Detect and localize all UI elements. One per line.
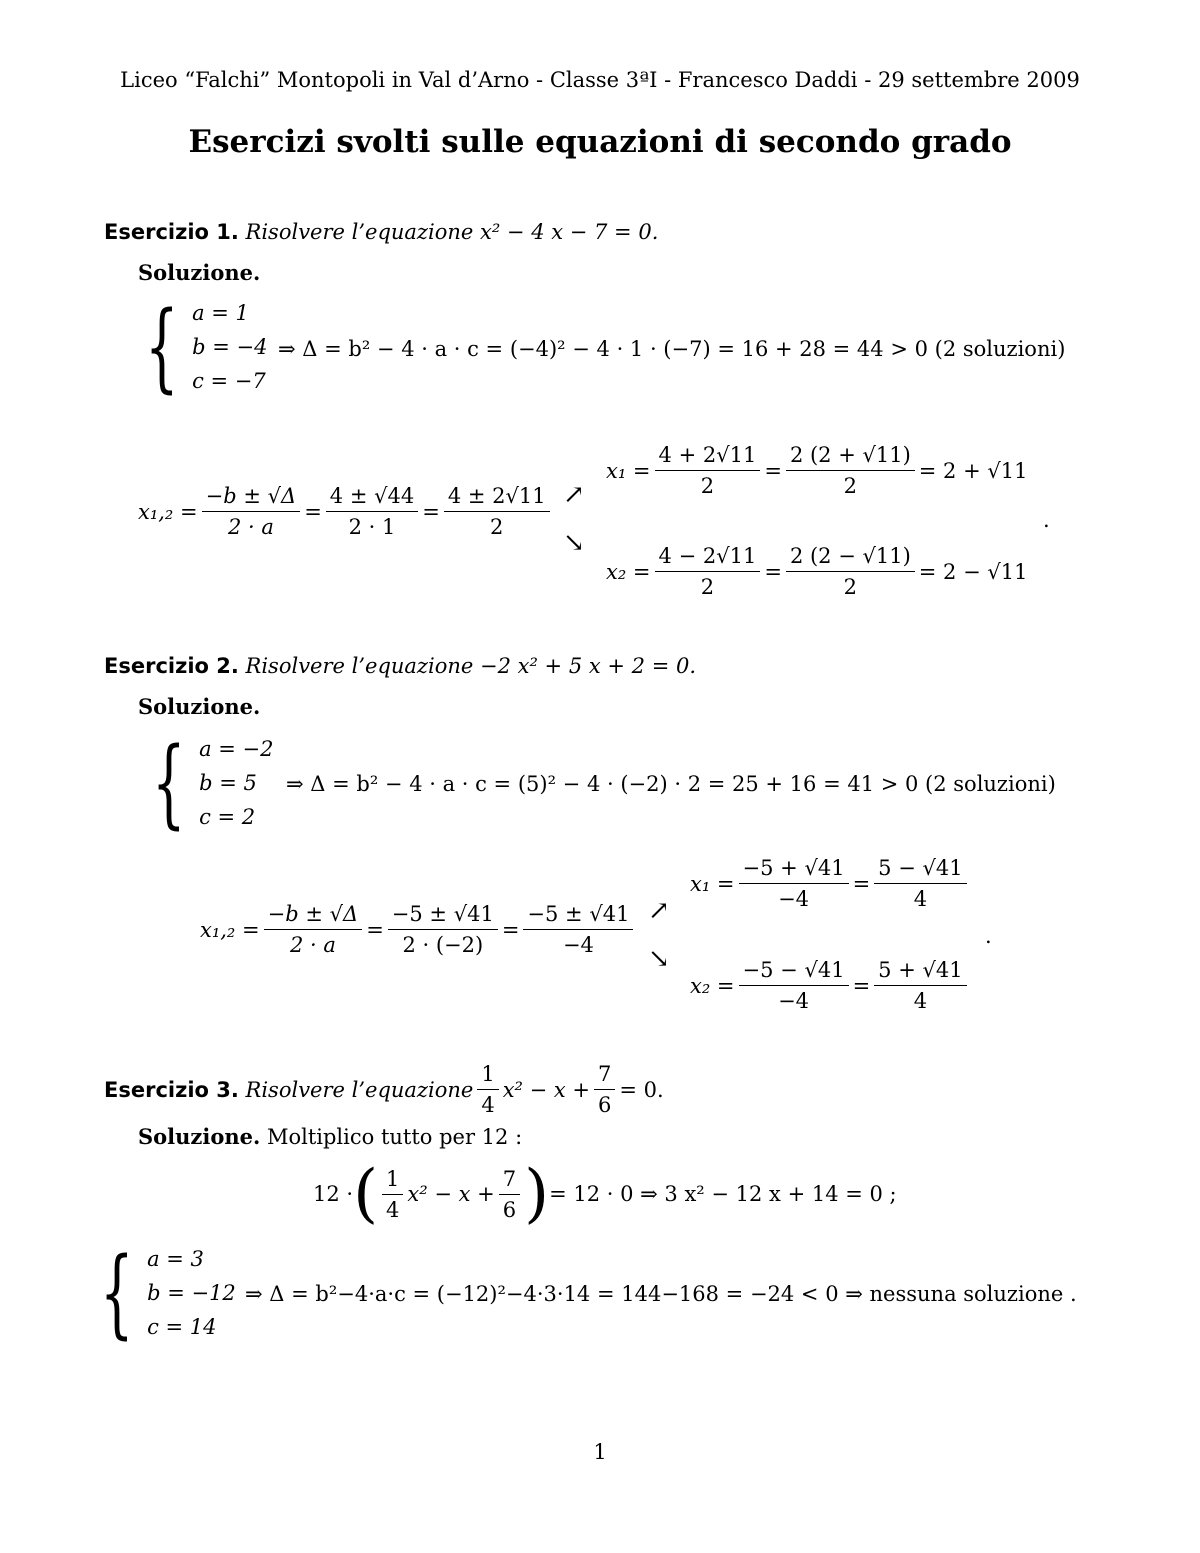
numerator: −b ± √Δ bbox=[264, 902, 363, 930]
arrow-down-icon: ↘ bbox=[648, 944, 670, 974]
coef-a: a = 1 bbox=[192, 301, 249, 325]
page-header: Liceo “Falchi” Montopoli in Val d’Arno - Classe 3ªI - Francesco Daddi - 29 settembre 2009 bbox=[120, 68, 1080, 92]
exercise-1-heading bbox=[104, 220, 658, 244]
exercise-2-discriminant: ⇒ Δ = b² − 4 · a · c = (5)² − 4 · (−2) · 2 = 25 + 16 = 41 > 0 (2 soluzioni) bbox=[286, 772, 1056, 796]
numerator: 2 (2 − √11) bbox=[786, 544, 915, 572]
left-paren-icon: ( bbox=[353, 1157, 379, 1231]
final-period: . bbox=[1043, 508, 1050, 532]
exercise-3-discriminant: ⇒ Δ = b²−4·a·c = (−12)²−4·3·14 = 144−168 = −24 < 0 ⇒ nessuna soluzione . bbox=[245, 1282, 1077, 1306]
exercise-3-solution-line bbox=[138, 1124, 522, 1149]
fraction bbox=[786, 544, 915, 599]
denominator: 4 bbox=[481, 1093, 495, 1117]
exercise-1-roots-formula: x₁,₂ = $\frac{-b \pm √\Delta}{2 \cdot a}$ = $\frac{4 \pm √44}{2 \cdot 1}$ = $\frac{4 \pm 2√11}{2}$ bbox=[138, 484, 554, 539]
x2-result: = 2 − √11 bbox=[918, 559, 1028, 584]
page-title: Esercizi svolti sulle equazioni di secondo grado bbox=[188, 124, 1012, 160]
coefficient-list bbox=[147, 1242, 236, 1344]
numerator: −5 + √41 bbox=[739, 856, 849, 884]
fraction bbox=[444, 484, 550, 539]
exercise-3-statement-mid: x² − x + bbox=[502, 1077, 591, 1102]
arrow-down-icon: ↘ bbox=[563, 528, 585, 558]
denominator: 4 bbox=[386, 1197, 400, 1222]
solution-label: Soluzione. bbox=[138, 260, 261, 285]
exercise-1-statement: Risolvere l’equazione x² − 4 x − 7 = 0. bbox=[245, 220, 659, 244]
denominator: 4 bbox=[913, 887, 928, 911]
fraction bbox=[874, 856, 966, 911]
x2-label: x₂ = bbox=[606, 559, 651, 584]
mult-prefix: 12 · bbox=[313, 1182, 354, 1206]
denominator: 2 bbox=[490, 515, 504, 539]
x1-label: x₁ = bbox=[606, 458, 651, 483]
final-period: . bbox=[985, 924, 992, 948]
fraction bbox=[326, 484, 418, 539]
denominator: 2 · (−2) bbox=[402, 933, 484, 957]
exercise-2-roots-formula: x₁,₂ = $\frac{-b \pm √\Delta}{2 \cdot a}$ = $\frac{-5 \pm √41}{2 \cdot (-2)}$ = $\frac{-5 \pm √41}{-4}$ bbox=[200, 902, 637, 957]
numerator: 5 − √41 bbox=[874, 856, 966, 884]
denominator: −4 bbox=[778, 989, 810, 1013]
mult-result: = 12 · 0 ⇒ 3 x² − 12 x + 14 = 0 ; bbox=[549, 1182, 897, 1206]
coef-c: c = −7 bbox=[192, 369, 266, 393]
numerator: 4 ± √44 bbox=[326, 484, 418, 512]
coef-b: b = −12 bbox=[147, 1281, 236, 1305]
numerator: −5 ± √41 bbox=[388, 902, 498, 930]
x12-label: x₁,₂ = bbox=[138, 499, 198, 524]
fraction bbox=[477, 1062, 498, 1117]
denominator: 2 · a bbox=[227, 515, 274, 539]
coef-b: b = −4 bbox=[192, 335, 268, 359]
denominator: 4 bbox=[913, 989, 928, 1013]
denominator: 2 · a bbox=[289, 933, 336, 957]
numerator: 1 bbox=[477, 1062, 498, 1090]
fraction bbox=[523, 902, 633, 957]
fraction bbox=[594, 1062, 615, 1117]
exercise-2-root-x1: x₁ = $\frac{-5 + √41}{-4}$ = $\frac{5 - √41}{4}$ bbox=[690, 856, 971, 911]
page-number: 1 bbox=[593, 1440, 607, 1464]
exercise-2-label: Esercizio 2. bbox=[104, 654, 239, 678]
numerator: 4 + 2√11 bbox=[655, 443, 761, 471]
exercise-1-solution-label bbox=[138, 260, 260, 285]
fraction bbox=[655, 443, 761, 498]
arrow-up-icon: ↗ bbox=[648, 896, 670, 926]
coef-c: c = 14 bbox=[147, 1315, 217, 1339]
solution-label: Soluzione. bbox=[138, 1124, 261, 1149]
numerator: −b ± √Δ bbox=[202, 484, 301, 512]
exercise-2-statement: Risolvere l’equazione −2 x² + 5 x + 2 = 0. bbox=[245, 654, 696, 678]
denominator: 2 bbox=[843, 474, 858, 498]
x1-result: = 2 + √11 bbox=[918, 458, 1028, 483]
numerator: 1 bbox=[382, 1167, 403, 1195]
denominator: 2 bbox=[700, 575, 715, 599]
fraction bbox=[655, 544, 761, 599]
brace-icon: { bbox=[100, 1237, 134, 1349]
numerator: 7 bbox=[499, 1167, 520, 1195]
fraction bbox=[382, 1167, 403, 1222]
fraction bbox=[499, 1167, 520, 1222]
exercise-1-root-x1: x₁ = $\frac{4 + 2√11}{2}$ = $\frac{2 (2 + √11)}{2}$ = 2 + √11 bbox=[606, 443, 1028, 498]
coef-c: c = 2 bbox=[199, 805, 256, 829]
fraction bbox=[264, 902, 363, 957]
coefficient-list bbox=[199, 732, 273, 834]
x12-label: x₁,₂ = bbox=[200, 917, 260, 942]
brace-icon: { bbox=[145, 291, 179, 403]
solution-text: Moltiplico tutto per 12 : bbox=[266, 1125, 523, 1149]
exercise-2-root-x2: x₂ = $\frac{-5 - √41}{-4}$ = $\frac{5 + √41}{4}$ bbox=[690, 958, 971, 1013]
denominator: −4 bbox=[562, 933, 594, 957]
arrow-up-icon: ↗ bbox=[563, 480, 585, 510]
coefficient-list bbox=[192, 296, 267, 398]
numerator: −5 − √41 bbox=[739, 958, 849, 986]
x2-label: x₂ = bbox=[690, 973, 735, 998]
exercise-2-solution-label bbox=[138, 694, 260, 719]
coef-a: a = 3 bbox=[147, 1247, 204, 1271]
fraction bbox=[874, 958, 966, 1013]
denominator: 6 bbox=[598, 1093, 612, 1117]
exercise-3-multiplication bbox=[313, 1157, 897, 1231]
exercise-1-coefficients bbox=[145, 291, 268, 403]
numerator: 5 + √41 bbox=[874, 958, 966, 986]
fraction bbox=[388, 902, 498, 957]
exercise-1-discriminant: ⇒ Δ = b² − 4 · a · c = (−4)² − 4 · 1 · (−7) = 16 + 28 = 44 > 0 (2 soluzioni) bbox=[278, 337, 1066, 361]
denominator: 2 · 1 bbox=[348, 515, 396, 539]
numerator: 7 bbox=[594, 1062, 615, 1090]
brace-icon: { bbox=[152, 727, 186, 839]
numerator: 4 − 2√11 bbox=[655, 544, 761, 572]
exercise-3-coefficients bbox=[100, 1237, 236, 1349]
fraction bbox=[202, 484, 301, 539]
coef-a: a = −2 bbox=[199, 737, 274, 761]
numerator: 2 (2 + √11) bbox=[786, 443, 915, 471]
exercise-1-root-x2: x₂ = $\frac{4 - 2√11}{2}$ = $\frac{2 (2 - √11)}{2}$ = 2 − √11 bbox=[606, 544, 1028, 599]
denominator: −4 bbox=[778, 887, 810, 911]
numerator: 4 ± 2√11 bbox=[444, 484, 550, 512]
x1-label: x₁ = bbox=[690, 871, 735, 896]
exercise-1-label: Esercizio 1. bbox=[104, 220, 239, 244]
denominator: 6 bbox=[502, 1197, 517, 1222]
exercise-3-heading bbox=[104, 1062, 664, 1117]
solution-label: Soluzione. bbox=[138, 694, 261, 719]
exercise-2-heading bbox=[104, 654, 696, 678]
exercise-2-coefficients bbox=[152, 727, 274, 839]
fraction bbox=[739, 958, 849, 1013]
exercise-3-label: Esercizio 3. bbox=[104, 1077, 239, 1102]
coef-b: b = 5 bbox=[199, 771, 257, 795]
denominator: 2 bbox=[843, 575, 858, 599]
right-paren-icon: ) bbox=[524, 1157, 550, 1231]
exercise-3-statement-pre: Risolvere l’equazione bbox=[245, 1077, 474, 1102]
numerator: −5 ± √41 bbox=[523, 902, 633, 930]
mult-middle: x² − x + bbox=[407, 1182, 495, 1206]
exercise-3-statement-end: = 0. bbox=[619, 1077, 664, 1102]
denominator: 2 bbox=[700, 474, 715, 498]
fraction bbox=[739, 856, 849, 911]
fraction bbox=[786, 443, 915, 498]
